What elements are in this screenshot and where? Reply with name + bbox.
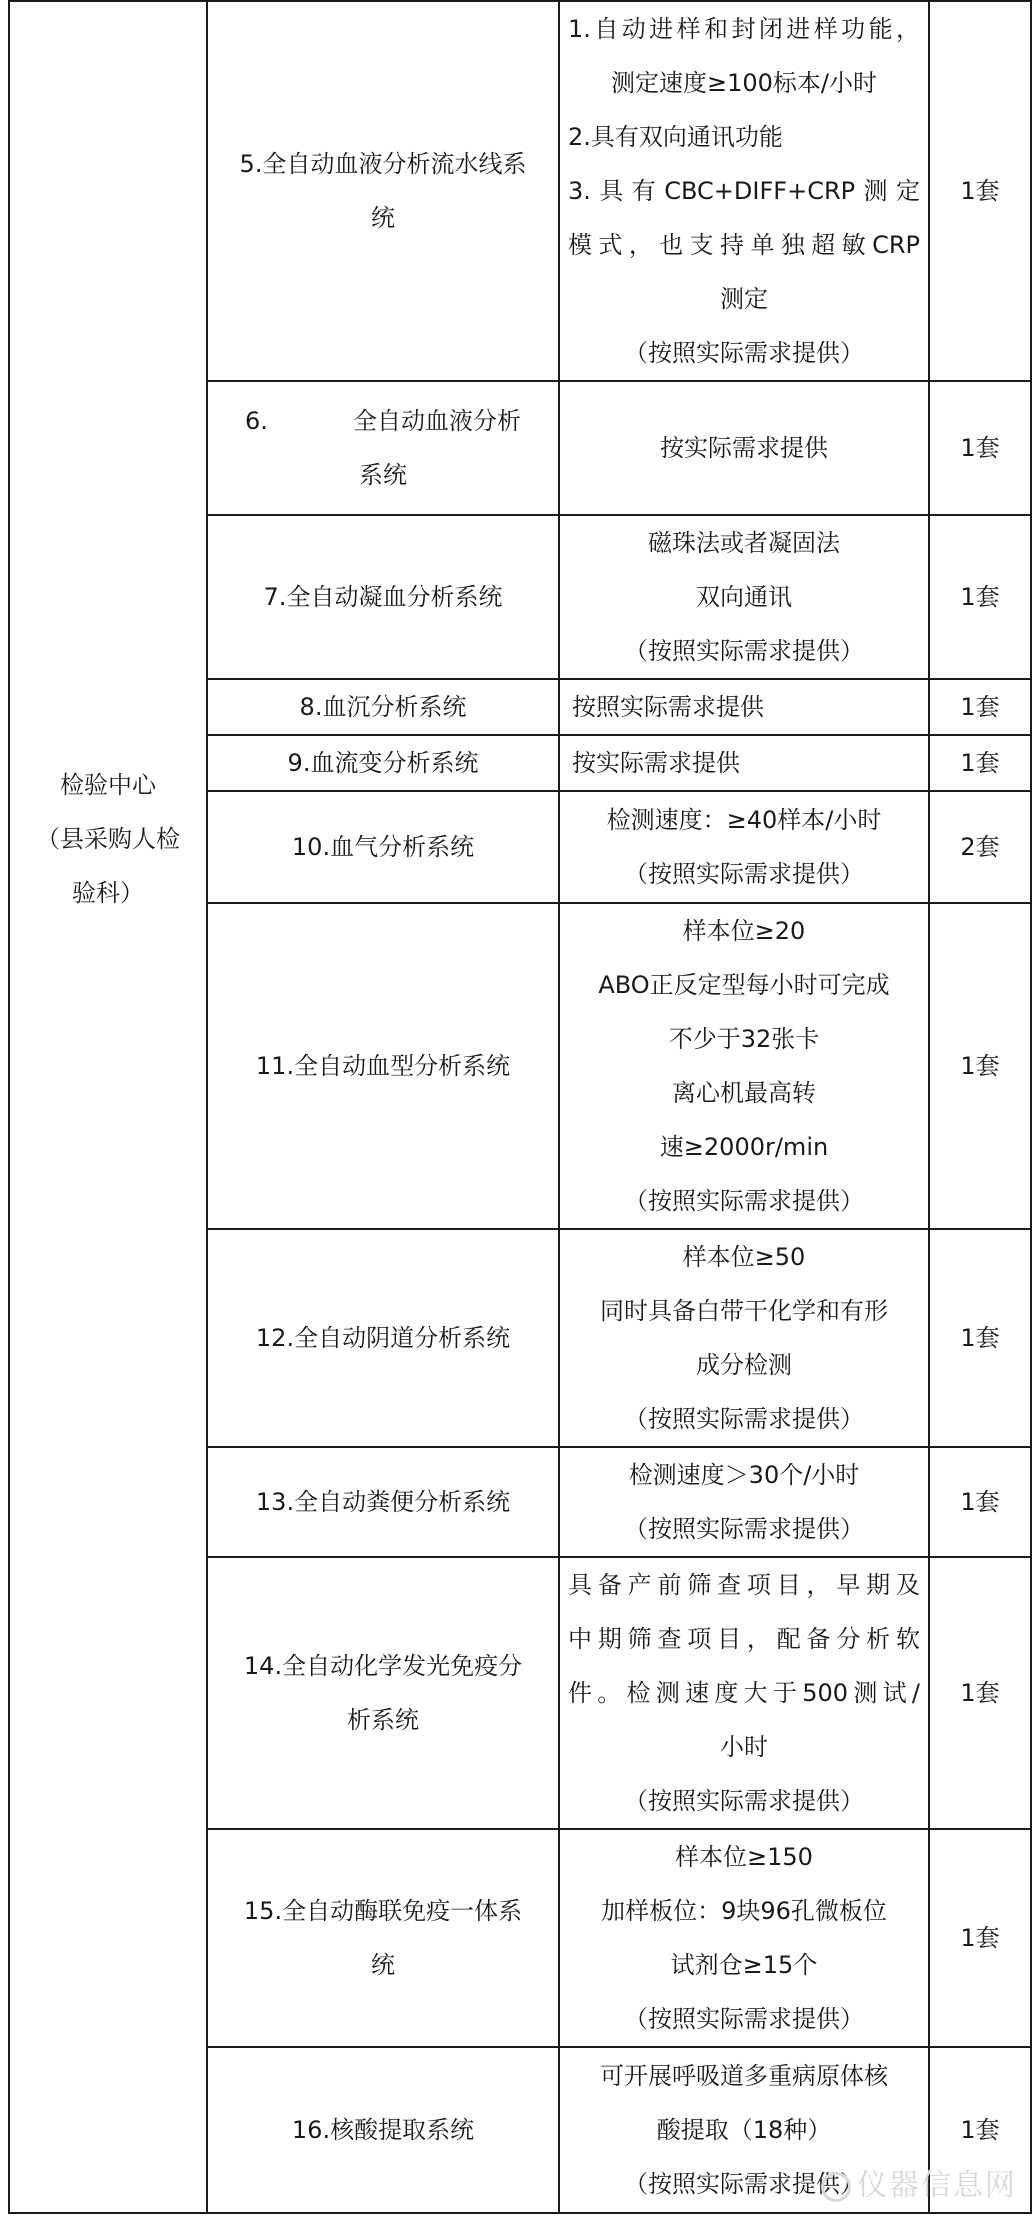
- spec-line: 磁珠法或者凝固法: [648, 529, 840, 557]
- spec-line: （按照实际需求提供）: [624, 2005, 864, 2033]
- spec-line: 速≥2000r/min: [659, 1133, 829, 1161]
- spec-line: 离心机最高转: [672, 1079, 816, 1107]
- spec-line: 测定速度≥100标本/小时: [610, 69, 877, 97]
- equipment-name-cell: [207, 735, 559, 791]
- watermark-logo-icon: [821, 2172, 851, 2202]
- watermark: 仪器信息网: [821, 2160, 1017, 2204]
- spec-line: 加样板位：9块96孔微板位: [601, 1897, 887, 1925]
- quantity-cell: 2套: [929, 791, 1031, 903]
- equipment-name: 16.核酸提取系统: [291, 2116, 475, 2144]
- spec-line: 按实际需求提供: [572, 749, 740, 777]
- equipment-table: [8, 0, 1032, 2214]
- spec-line: （按照实际需求提供）: [624, 2170, 864, 2198]
- spec-line: 1.自动进样和封闭进样功能，: [568, 15, 920, 43]
- equipment-name-cell: [207, 791, 559, 903]
- equipment-name-cell: [207, 903, 559, 1229]
- spec-line: 可开展呼吸道多重病原体核: [600, 2062, 888, 2090]
- quantity-cell: 1套: [929, 1829, 1031, 2047]
- spec-line: 具备产前筛查项目，早期及: [568, 1571, 920, 1599]
- quantity-cell: 1套: [929, 735, 1031, 791]
- spec-line: 按实际需求提供: [660, 434, 828, 462]
- spec-line: 不少于32张卡: [668, 1025, 820, 1053]
- spec-cell: [559, 679, 929, 735]
- spec-line: 双向通讯: [696, 583, 792, 611]
- equipment-name: 统: [371, 1951, 395, 1979]
- equipment-name-cell: [207, 1557, 559, 1829]
- spec-cell: [559, 903, 929, 1229]
- spec-cell: [559, 735, 929, 791]
- spec-line: （按照实际需求提供）: [624, 1405, 864, 1433]
- spec-line: 3.具有CBC+DIFF+CRP测定: [568, 177, 920, 205]
- equipment-name: 7.全自动凝血分析系统: [263, 583, 503, 611]
- equipment-name: 14.全自动化学发光免疫分: [243, 1652, 523, 1680]
- equipment-name: 15.全自动酶联免疫一体系: [243, 1897, 523, 1925]
- table-row: [9, 1, 1031, 381]
- spec-line: ABO正反定型每小时可完成: [598, 971, 890, 999]
- equipment-name: 5.全自动血液分析流水线系: [239, 150, 527, 178]
- quantity-cell: 1套: [929, 2047, 1031, 2213]
- department-note-line2: 验科）: [72, 879, 144, 907]
- spec-line: 小时: [720, 1733, 768, 1761]
- equipment-number: 6.: [245, 407, 268, 435]
- spec-cell: [559, 1829, 929, 2047]
- spec-line: （按照实际需求提供）: [624, 1787, 864, 1815]
- equipment-name-cell: [207, 1447, 559, 1557]
- quantity-cell: 1套: [929, 1, 1031, 381]
- equipment-name: 12.全自动阴道分析系统: [255, 1324, 511, 1352]
- spec-line: 样本位≥50: [682, 1243, 806, 1271]
- department-cell: [9, 1, 207, 2213]
- department-name: 检验中心: [60, 771, 156, 799]
- quantity-cell: 1套: [929, 1557, 1031, 1829]
- quantity-cell: 1套: [929, 679, 1031, 735]
- equipment-name: 8.血沉分析系统: [299, 693, 467, 721]
- spec-line: 检测速度＞30个/小时: [628, 1461, 860, 1489]
- equipment-name: 系统: [359, 461, 407, 489]
- spec-line: 按照实际需求提供: [572, 693, 764, 721]
- spec-line: 中期筛查项目，配备分析软: [568, 1625, 920, 1653]
- spec-line: 测定: [720, 285, 768, 313]
- quantity-cell: 1套: [929, 515, 1031, 679]
- equipment-name-cell: [207, 1829, 559, 2047]
- equipment-name: 全自动血液分析: [353, 407, 521, 435]
- equipment-name: 10.血气分析系统: [291, 833, 475, 861]
- quantity-cell: 1套: [929, 1229, 1031, 1447]
- equipment-name: 析系统: [347, 1706, 419, 1734]
- equipment-name-cell: [207, 1229, 559, 1447]
- spec-line: （按照实际需求提供）: [624, 1515, 864, 1543]
- spec-line: 酸提取（18种）: [656, 2116, 832, 2144]
- equipment-name-cell: [207, 1, 559, 381]
- equipment-name: 统: [371, 204, 395, 232]
- equipment-name-cell: [207, 515, 559, 679]
- equipment-name-cell: [207, 679, 559, 735]
- spec-line: 2.具有双向通讯功能: [568, 123, 783, 151]
- spec-line: （按照实际需求提供）: [624, 339, 864, 367]
- spec-line: （按照实际需求提供）: [624, 1187, 864, 1215]
- equipment-name-cell: [207, 381, 559, 515]
- quantity-cell: 1套: [929, 1447, 1031, 1557]
- spec-line: （按照实际需求提供）: [624, 860, 864, 888]
- spec-line: 试剂仓≥15个: [670, 1951, 818, 1979]
- quantity-cell: 1套: [929, 903, 1031, 1229]
- spec-cell: [559, 1, 929, 381]
- spec-line: 成分检测: [696, 1351, 792, 1379]
- equipment-name: 11.全自动血型分析系统: [255, 1052, 511, 1080]
- spec-line: 件。检测速度大于500测试/: [568, 1679, 920, 1707]
- spec-cell: [559, 381, 929, 515]
- spec-cell: [559, 1229, 929, 1447]
- spec-line: 模式，也支持单独超敏CRP: [568, 231, 920, 259]
- equipment-name-cell: [207, 2047, 559, 2213]
- spec-cell: [559, 1557, 929, 1829]
- spec-line: 同时具备白带干化学和有形: [600, 1297, 888, 1325]
- equipment-name: 13.全自动粪便分析系统: [255, 1488, 511, 1516]
- spec-line: 样本位≥20: [682, 917, 806, 945]
- spec-cell: [559, 515, 929, 679]
- equipment-name: 9.血流变分析系统: [287, 749, 479, 777]
- department-note-line1: （县采购人检: [36, 825, 180, 853]
- spec-line: （按照实际需求提供）: [624, 637, 864, 665]
- spec-cell: [559, 791, 929, 903]
- spec-cell: [559, 1447, 929, 1557]
- spec-line: 样本位≥150: [675, 1843, 813, 1871]
- spec-line: 检测速度：≥40样本/小时: [606, 806, 882, 834]
- quantity-cell: 1套: [929, 381, 1031, 515]
